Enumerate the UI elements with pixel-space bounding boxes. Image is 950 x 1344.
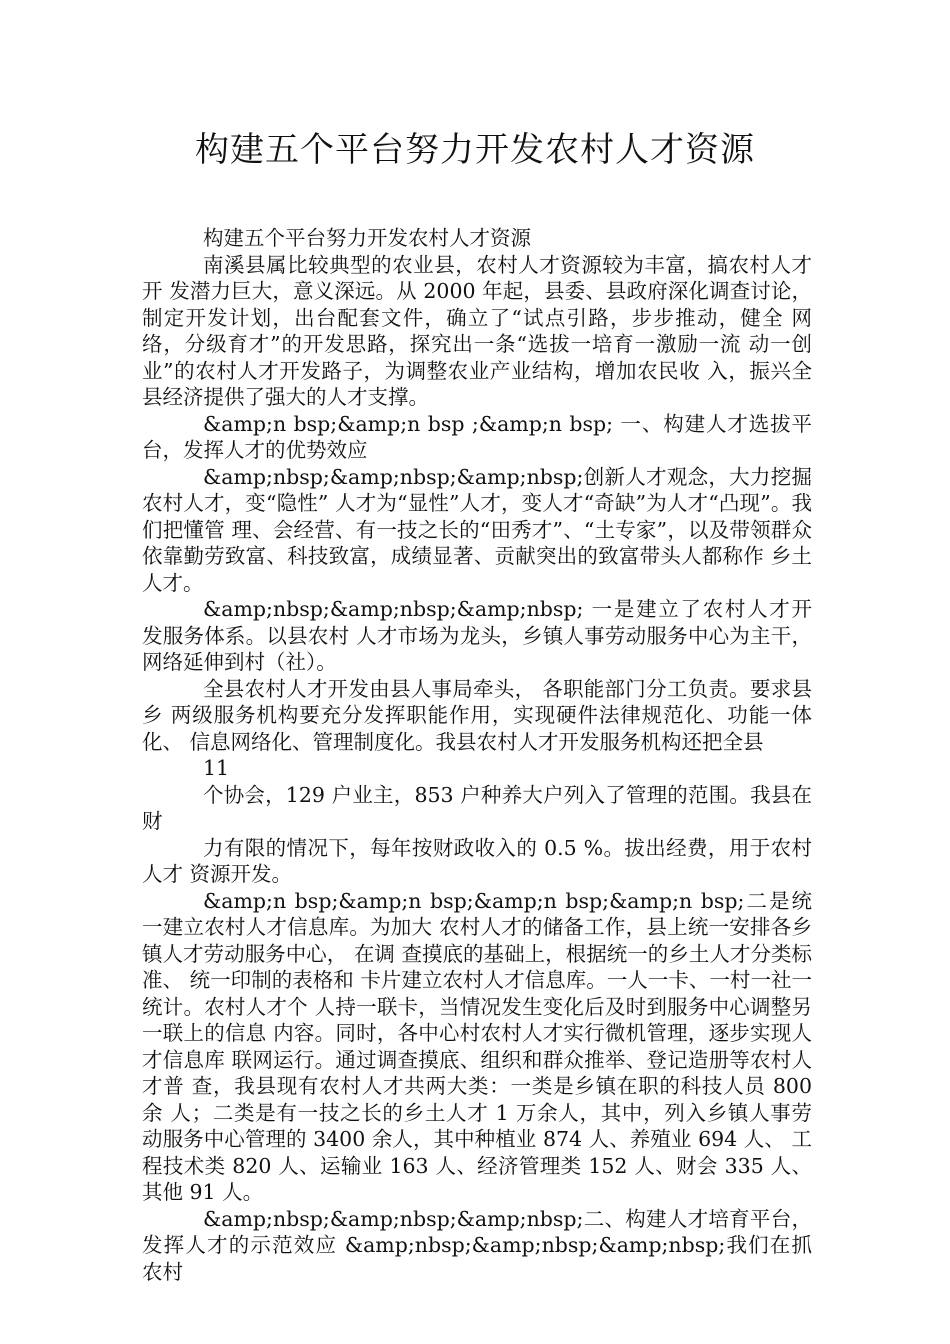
paragraph-subtitle: 构建五个平台努力开发农村人才资源 xyxy=(203,226,531,250)
paragraph-number: 11 xyxy=(203,756,230,780)
paragraph-service-system: &amp;nbsp;&amp;nbsp;&amp;nbsp; 一是建立了农村人才开发服务体系。以县农村 人才市场为龙头，乡镇人事劳动服务中心为主干，网络延伸到村（社）。 xyxy=(142,597,812,674)
paragraph-talent-database: &amp;n bsp;&amp;n bsp;&amp;n bsp;&amp;n bsp;二是统一建立农村人才信息库。为加大 农村人才的储备工作，县上统一安排各乡镇人才劳动服务中心， 在调 查摸底的基础上，根据统一的乡土人才分类标准、 统一印制的表格和 卡片建立农村人才信息库。一人一卡、一村一社一统计。农村人才个 人持一联卡，当情况发生变化后及时到服务中心调整另一联上的信息 内容。同时，各中心村农村人才实行微机管理，逐步实现人才信息库 联网运行。通过调查摸底、组织和群众推举、登记造册等农村人才普 查，我县现有农村人才共两大类：一类是乡镇在职的科技人员 800 余 人；二类是有一技之长的乡土人才 1 万余人，其中，列入乡镇人事劳 动服务中心管理的 3400 余人，其中种植业 874 人、养殖业 694 人、 工程技术类 820 人、运输业 163 人、经济管理类 152 人、财会 335 人、 其他 91 人。 xyxy=(142,888,812,1204)
paragraph-funding: 力有限的情况下，每年按财政收入的 0.5 %。拔出经费，用于农村人才 资源开发。 xyxy=(142,835,812,886)
paragraph-talent-concept: &amp;nbsp;&amp;nbsp;&amp;nbsp;创新人才观念，大力挖掘农村人才，变“隐性” 人才为“显性”人才，变人才“奇缺”为人才“凸现”。我们把懂管 理、会经营、有一技之长的“田秀才”、“土专家”，以及带领群众 依靠勤劳致富、科技致富，成绩显著、贡献突出的致富带头人都称作 乡土人才。 xyxy=(142,464,812,595)
document-body xyxy=(142,225,812,1285)
paragraph-section-2-heading: &amp;nbsp;&amp;nbsp;&amp;nbsp;二、构建人才培育平台，发挥人才的示范效应 &amp;nbsp;&amp;nbsp;&amp;nbsp;我们在抓农村 xyxy=(142,1206,812,1284)
paragraph-section-1-heading: &amp;n bsp;&amp;n bsp ;&amp;n bsp; 一、构建人才选拔平台，发挥人才的优势效应 xyxy=(142,411,812,462)
paragraph-associations: 个协会，129 户业主，853 户种养大户列入了管理的范围。我县在财 xyxy=(142,782,812,833)
document-title: 构建五个平台努力开发农村人才资源 xyxy=(195,130,755,170)
paragraph-intro: 南溪县属比较典型的农业县，农村人才资源较为丰富，搞农村人才开 发潜力巨大，意义深远。从 2000 年起，县委、县政府深化调查讨论， 制定开发计划，出台配套文件，确立了“试点引路，步步推动，健全 网络，分级育才”的开发思路，探究出一条“选拔一培育一激励一流 动一创业”的农村人才开发路子，为调整农业产业结构，增加农民收 入，振兴全县经济提供了强大的人才支撑。 xyxy=(142,252,812,409)
paragraph-county-development: 全县农村人才开发由县人事局牵头， 各职能部门分工负责。要求县乡 两级服务机构要充分发挥职能作用，实现硬件法律规范化、功能一体化、 信息网络化、管理制度化。我县农村人才开发服务机构还把全县 xyxy=(142,676,812,754)
